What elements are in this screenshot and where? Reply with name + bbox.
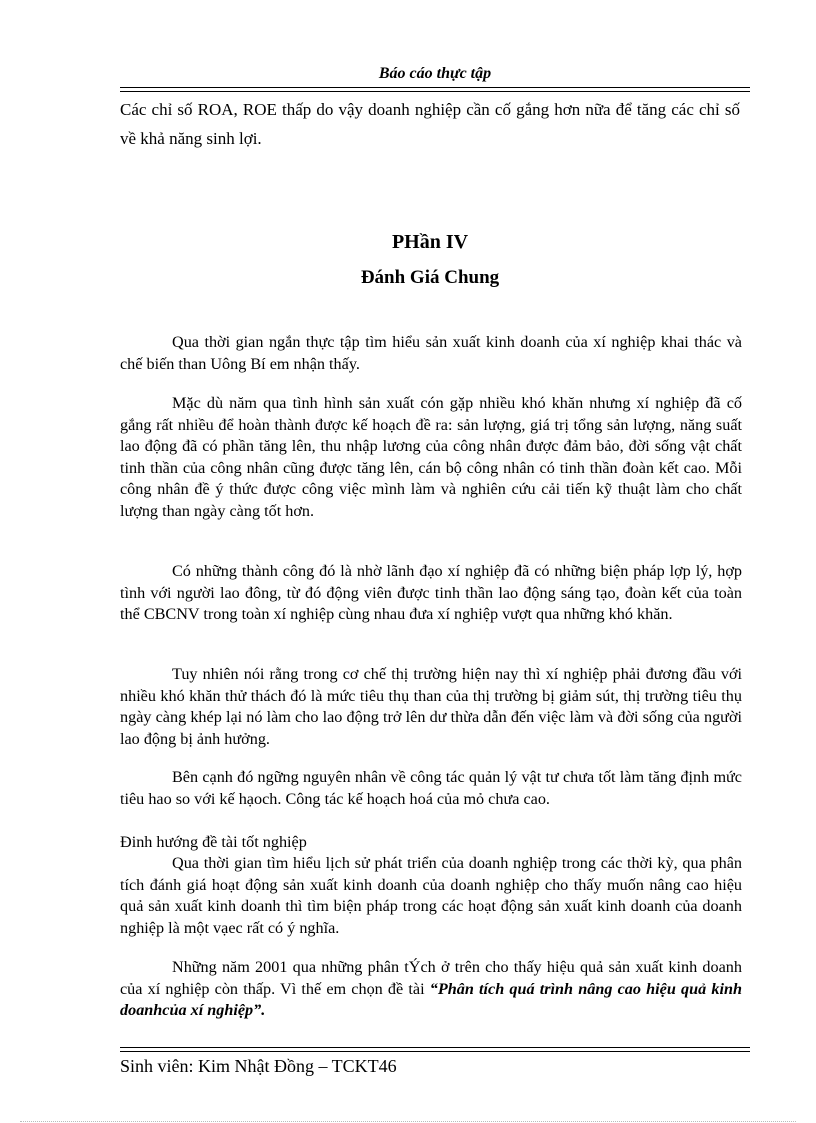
paragraph: Mặc dù năm qua tình hình sản xuất cón gặp nhiều khó khăn nhưng xí nghiệp đã cố gắng rất nhiều để hoàn thành được kế hoạch đề ra: sản lượng, giá trị tổng sản lượng, năng suất lao động đã có phần tăng lên, thu nhập lương của công nhân được đảm bảo, đời sống vật chất tinh thần của công nhân cũng được tăng lên, cán bộ công nhân có tinh thần đoàn kết cao. Mỗi công nhân đề ý thức được công việc mình làm và nghiên cứu cải tiến kỹ thuật làm cho chất lượng than ngày càng tốt hơn. bbox=[120, 394, 742, 520]
paragraph: Có những thành công đó là nhờ lãnh đạo xí nghiệp đã có những biện pháp lợp lý, hợp tình với người lao đông, từ đó động viên được tinh thần lao động sáng tạo, đoàn kết của toàn thể CBCNV trong toàn xí nghiệp cùng nhau đưa xí nghiệp vượt qua những khó khăn. bbox=[120, 562, 742, 624]
orientation-heading: Đinh hướng đề tài tốt nghiệp bbox=[120, 833, 307, 851]
orientation-paragraph: Qua thời gian tìm hiểu lịch sử phát triển của doanh nghiệp trong các thời kỳ, qua phân tích đánh giá hoạt động sản xuất kinh doanh của doanh nghiệp cho thấy muốn nâng cao hiệu quả sản xuất kinh doanh thì tìm biện pháp trong các hoạt động sản xuất kinh doanh của doanh nghiệp là một vạec rất có ý nghĩa. bbox=[120, 854, 742, 937]
footer-rule-bottom bbox=[120, 1051, 750, 1052]
intro-paragraph: Các chỉ số ROA, ROE thấp do vậy doanh nghiệp cần cố gắng hơn nữa để tăng các chỉ số về khả năng sinh lợi. bbox=[120, 100, 740, 148]
section-title: Đánh Giá Chung bbox=[360, 267, 500, 288]
running-header: Báo cáo thực tập bbox=[378, 65, 492, 82]
paragraph: Qua thời gian ngắn thực tập tìm hiểu sản xuất kinh doanh của xí nghiệp khai thác và chế biến than Uông Bí em nhận thấy. bbox=[120, 333, 742, 373]
paragraph: Tuy nhiên nói rằng trong cơ chế thị trường hiện nay thì xí nghiệp phải đương đầu với nhiều khó khăn thử thách đó là mức tiêu thụ than của thị trường bị giảm sút, thị trường tiêu thụ ngày càng khép lại nó làm cho lao động trở lên dư thừa dẫn đến việc làm và đời sống của người lao động bị ảnh hưởng. bbox=[120, 665, 742, 748]
final-paragraph-text: Những năm 2001 qua những phân tÝch ở trên cho thấy hiệu quả sản xuất kinh doanh của xí nghiệp còn thấp. Vì thế em chọn đề tài bbox=[120, 958, 742, 998]
header-rule-top bbox=[120, 87, 750, 88]
final-paragraph bbox=[120, 957, 742, 1022]
page-edge bbox=[20, 1121, 796, 1122]
footer-student: Sinh viên: Kim Nhật Đồng – TCKT46 bbox=[120, 1056, 397, 1076]
paragraph: Bên cạnh đó ngững nguyên nhân về công tác quản lý vật tư chưa tốt làm tăng định mức tiêu hao so với kế hạoch. Công tác kế hoạch hoá của mỏ chưa cao. bbox=[120, 768, 742, 808]
thesis-topic: “Phân tích quá trình nâng cao hiệu quả kinh doanhcủa xí nghiệp”. bbox=[120, 979, 742, 1020]
part-title: PHần IV bbox=[391, 231, 469, 253]
header-rule-bottom bbox=[120, 91, 750, 92]
footer-rule-top bbox=[120, 1047, 750, 1048]
